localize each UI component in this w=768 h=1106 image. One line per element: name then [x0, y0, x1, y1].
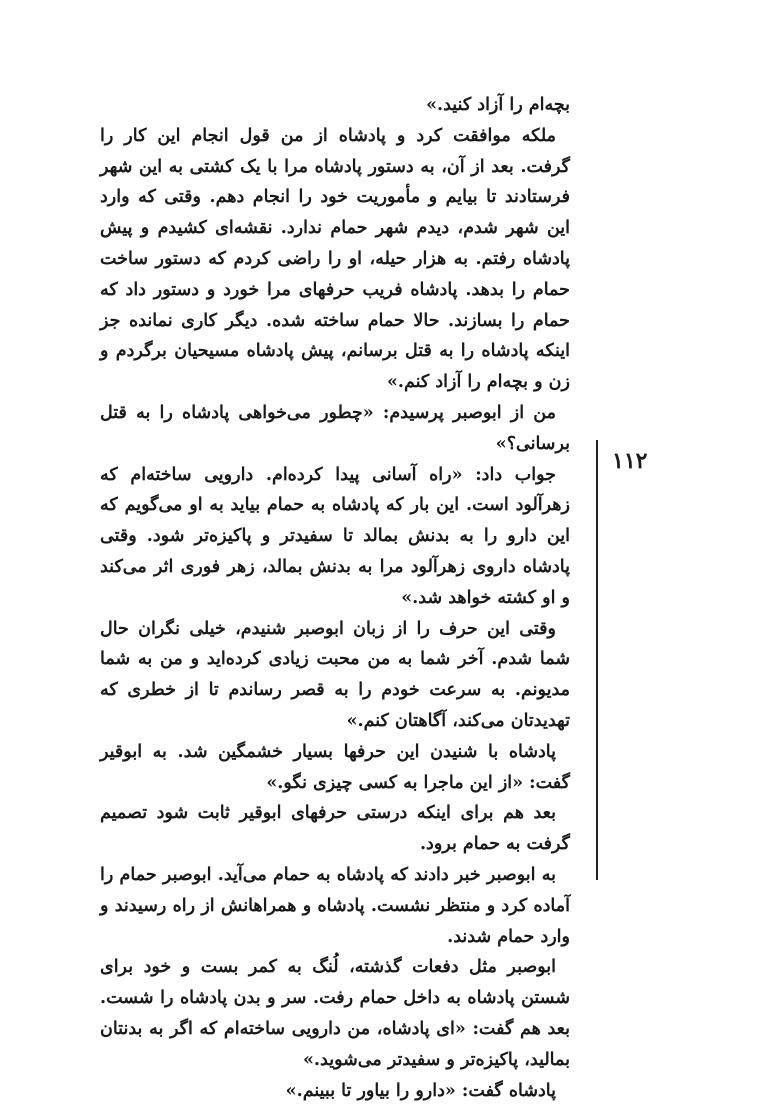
paragraph: بعد هم برای اینکه درستی حرفهای ابوقیر ثابت شود تصمیم گرفت به حمام برود.	[100, 798, 570, 860]
paragraph: پادشاه با شنیدن این حرفها بسیار خشمگین شد. به ابوقیر گفت: «از این ماجرا به کسی چیزی نگو.»	[100, 737, 570, 799]
margin-divider-line	[596, 440, 598, 880]
paragraph: ملکه موافقت کرد و پادشاه از من قول انجام این کار را گرفت. بعد از آن، به دستور پادشاه مرا با یک کشتی به این شهر فرستادند تا بیایم و مأموریت خود را انجام دهم. وقتی که وارد این شهر شدم، دیدم شهر حمام ندارد. نقشه‌ای کشیدم و پیش پادشاه رفتم. به هزار حیله، او را راضی کردم که دستور ساخت حمام را بدهد. پادشاه فریب حرفهای مرا خورد و دستور داد که حمام را بسازند. حالا حمام ساخته شده. دیگر کاری نمانده جز اینکه پادشاه را به قتل برسانم، پیش پادشاه مسیحیان برگردم و زن و بچه‌ام را آزاد کنم.»	[100, 121, 570, 398]
page-number: ۱۱۲	[612, 448, 647, 474]
paragraph: ابوصبر مثل دفعات گذشته، لُنگ به کمر بست و خود برای شستن پادشاه به داخل حمام رفت. سر و بدن پادشاه را شست. بعد هم گفت: «ای پادشاه، من دارویی ساخته‌ام که اگر به بدنتان بمالید، پاکیزه‌تر و سفیدتر می‌شوید.»	[100, 952, 570, 1075]
paragraph: وقتی این حرف را از زبان ابوصبر شنیدم، خیلی نگران حال شما شدم. آخر شما به من محبت زیادی کرده‌اید و من به شما مدیونم. به سرعت خودم را به قصر رساندم تا از خطری که تهدیدتان می‌کند، آگاهتان کنم.»	[100, 614, 570, 737]
paragraph: پادشاه گفت: «دارو را بیاور تا ببینم.»	[100, 1076, 570, 1106]
paragraph: جواب داد: «راه آسانی پیدا کرده‌ام. دارویی ساخته‌ام که زهرآلود است. این بار که پادشاه به حمام بیاید به او می‌گویم که این دارو را به بدنش بمالد تا سفیدتر و پاکیزه‌تر شود. وقتی پادشاه داروی زهرآلود مرا به بدنش بمالد، زهر فوری اثر می‌کند و او کشته خواهد شد.»	[100, 460, 570, 614]
page-body-text	[100, 90, 570, 1106]
paragraph: من از ابوصبر پرسیدم: «چطور می‌خواهی پادشاه را به قتل برسانی؟»	[100, 398, 570, 460]
paragraph: بچه‌ام را آزاد کنید.»	[100, 90, 570, 121]
paragraph: به ابوصبر خبر دادند که پادشاه به حمام می‌آید. ابوصبر حمام را آماده کرد و منتظر نشست. پادشاه و همراهانش از راه رسیدند و وارد حمام شدند.	[100, 860, 570, 952]
